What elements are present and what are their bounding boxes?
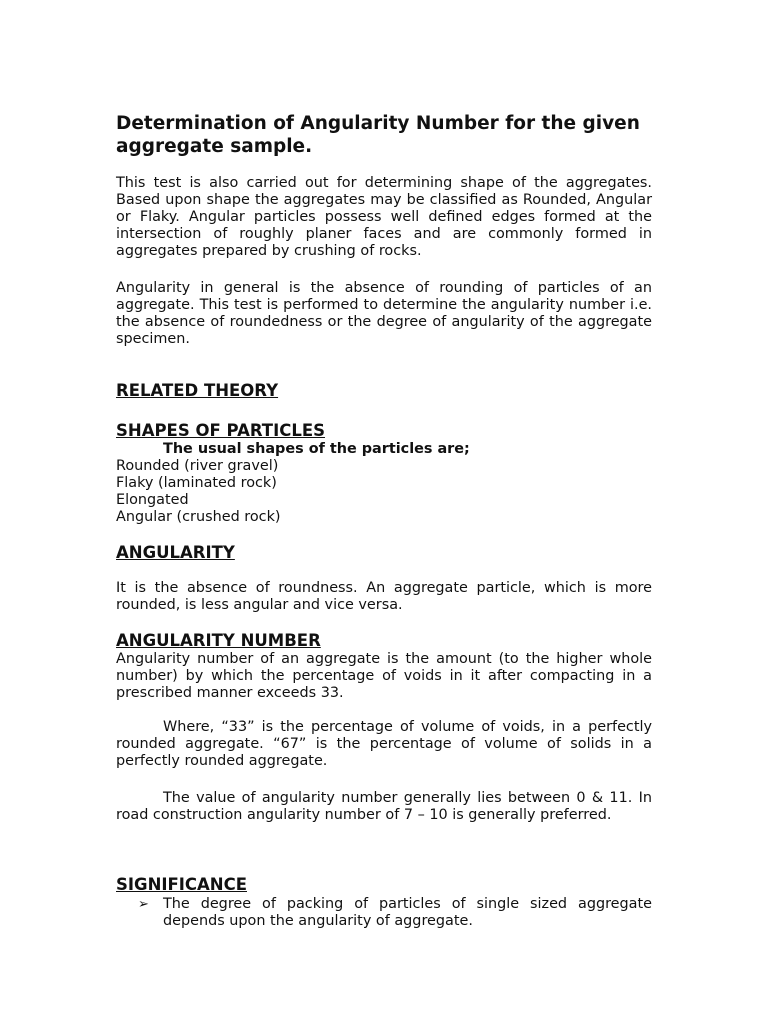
arrowhead-bullet-icon: ➢	[138, 897, 149, 912]
list-item: Elongated	[116, 492, 189, 508]
shapes-subheading: The usual shapes of the particles are;	[163, 441, 470, 457]
angularity-number-paragraph-2: Where, “33” is the percentage of volume of voids, in a perfectly rounded aggregate. “67” is the percentage of volume of solids in a perfectly rounded aggregate.	[116, 719, 652, 769]
intro-paragraph-2: Angularity in general is the absence of rounding of particles of an aggregate. This test is performed to determine the angularity number i.e. the absence of roundedness or the degree of angularity of the aggregate specimen.	[116, 280, 652, 347]
list-item-text: The degree of packing of particles of single sized aggregate depends upon the angularity of aggregate.	[163, 896, 652, 929]
related-theory-heading: RELATED THEORY	[116, 381, 279, 400]
intro-paragraph-1: This test is also carried out for determining shape of the aggregates. Based upon shape the aggregates may be classified as Rounded, Angular or Flaky. Angular particles possess well defined edges formed at the intersection of roughly planer faces and are commonly formed in aggregates prepared by crushing of rocks.	[116, 175, 652, 259]
list-item: Angular (crushed rock)	[116, 509, 281, 525]
angularity-heading: ANGULARITY	[116, 543, 235, 562]
list-item	[116, 896, 652, 930]
angularity-number-heading: ANGULARITY NUMBER	[116, 631, 321, 650]
shapes-of-particles-heading: SHAPES OF PARTICLES	[116, 421, 325, 440]
shapes-list	[116, 458, 281, 526]
angularity-number-paragraph-1: Angularity number of an aggregate is the amount (to the higher whole number) by which the percentage of voids in it after compacting in a prescribed manner exceeds 33.	[116, 651, 652, 701]
angularity-text: It is the absence of roundness. An aggregate particle, which is more rounded, is less angular and vice versa.	[116, 580, 652, 613]
list-item: Flaky (laminated rock)	[116, 475, 277, 491]
list-item: Rounded (river gravel)	[116, 458, 279, 474]
significance-heading: SIGNIFICANCE	[116, 875, 247, 894]
significance-list	[116, 896, 652, 930]
document-title: Determination of Angularity Number for the given aggregate sample.	[116, 113, 640, 157]
angularity-number-paragraph-3: The value of angularity number generally lies between 0 & 11. In road construction angularity number of 7 – 10 is generally preferred.	[116, 790, 652, 823]
